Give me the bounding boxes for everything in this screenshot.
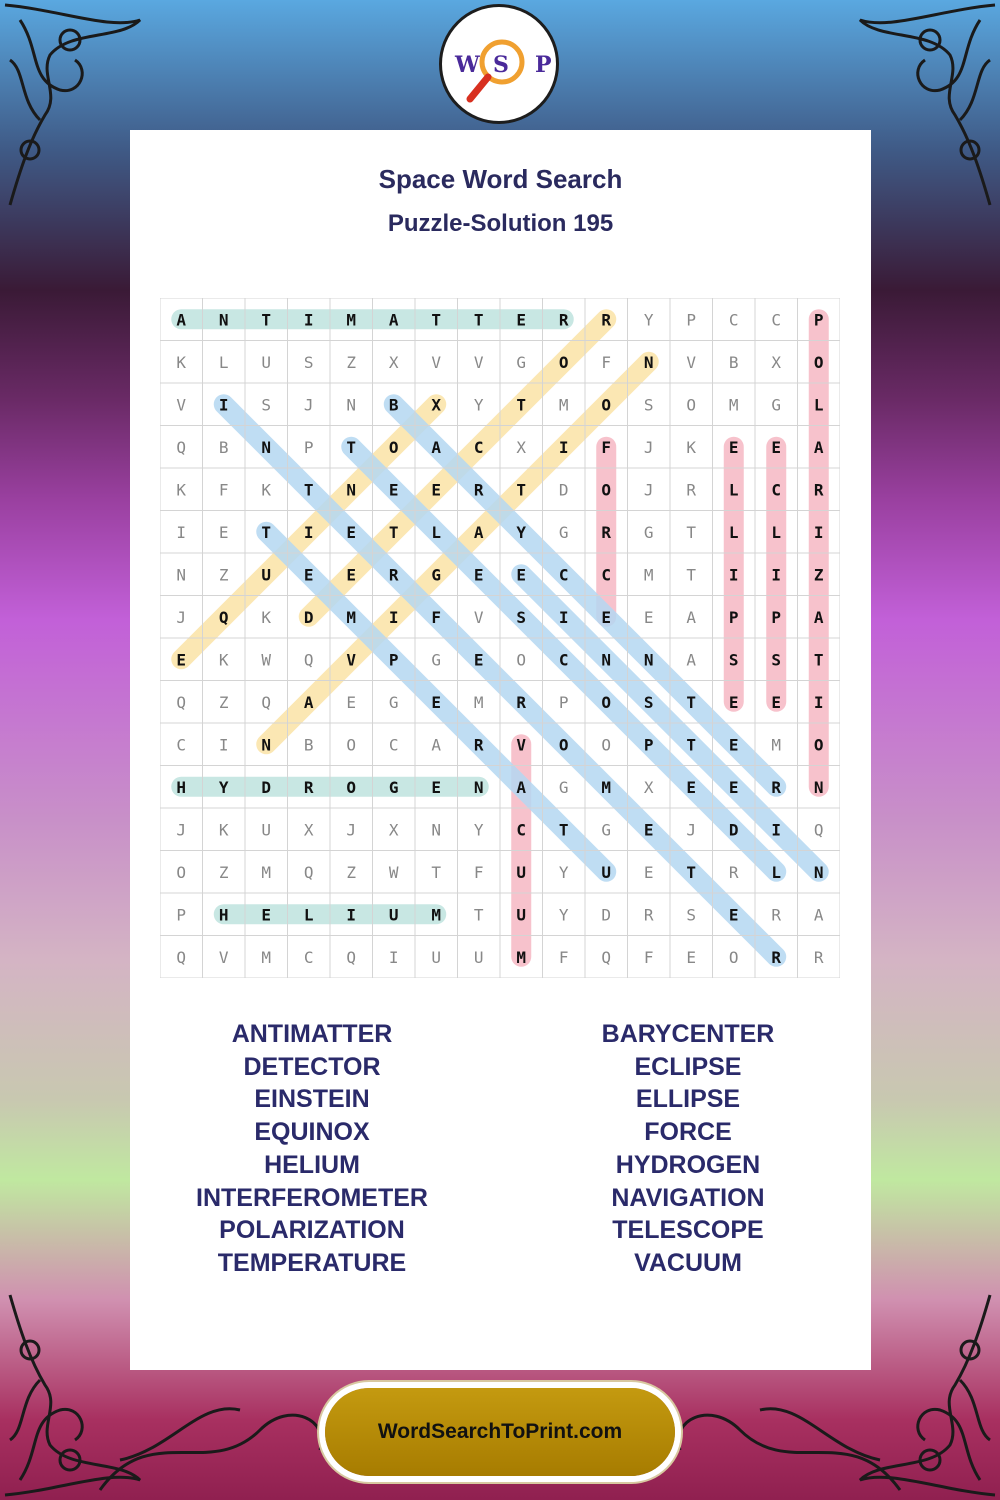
grid-cell-letter: U <box>601 862 612 882</box>
grid-cell-letter: I <box>388 947 399 967</box>
grid-cell-letter: Q <box>303 650 314 670</box>
grid-cell-letter: K <box>261 480 272 500</box>
grid-cell-letter: L <box>728 522 739 542</box>
grid-cell-letter: O <box>601 692 612 712</box>
logo-letter-s: S <box>493 52 509 78</box>
grid-cell-letter: A <box>516 777 527 797</box>
grid-cell-letter: N <box>176 565 187 585</box>
word-search-grid <box>160 298 840 978</box>
grid-cell-letter: N <box>643 352 654 372</box>
grid-cell-letter: O <box>813 735 824 755</box>
word-item: EINSTEIN <box>254 1085 370 1114</box>
grid-cell-letter: Q <box>601 947 612 967</box>
grid-cell-letter: P <box>771 607 782 627</box>
grid-cell-letter: X <box>388 352 399 372</box>
grid-cell-letter: U <box>261 352 272 372</box>
word-item: ECLIPSE <box>634 1052 742 1081</box>
grid-cell-letter: I <box>218 735 229 755</box>
grid-cell-letter: S <box>261 395 272 415</box>
grid-cell-letter: T <box>473 905 484 925</box>
grid-cell-letter: N <box>346 480 357 500</box>
grid-cell-letter: A <box>813 905 824 925</box>
grid-cell-letter: A <box>431 735 442 755</box>
grid-cell-letter: E <box>686 777 697 797</box>
grid-cell-letter: E <box>728 905 739 925</box>
grid-cell-letter: T <box>516 395 527 415</box>
grid-cell-letter: N <box>261 735 272 755</box>
grid-cell-letter: Q <box>303 862 314 882</box>
word-item: BARYCENTER <box>601 1020 775 1048</box>
grid-cell-letter: Q <box>218 607 229 627</box>
word-item: HELIUM <box>264 1150 360 1179</box>
word-item: DETECTOR <box>243 1052 381 1081</box>
grid-cell-letter: O <box>601 395 612 415</box>
grid-cell-letter: E <box>303 565 314 585</box>
grid-cell-letter: Y <box>643 310 654 330</box>
grid-cell-letter: T <box>686 735 697 755</box>
grid-cell-letter: L <box>303 905 314 925</box>
grid-cell-letter: P <box>558 692 569 712</box>
word-item: FORCE <box>644 1118 732 1147</box>
grid-cell-letter: U <box>473 947 484 967</box>
grid-cell-letter: E <box>346 565 357 585</box>
grid-cell-letter: T <box>473 310 484 330</box>
grid-cell-letter: E <box>388 480 399 500</box>
grid-cell-letter: I <box>813 692 824 712</box>
grid-cell-letter: S <box>728 650 739 670</box>
grid-cell-letter: E <box>728 692 739 712</box>
grid-cell-letter: O <box>346 777 357 797</box>
grid-cell-letter: R <box>473 735 484 755</box>
grid-cell-letter: K <box>176 480 187 500</box>
grid-cell-letter: E <box>771 437 782 457</box>
grid-cell-letter: T <box>346 437 357 457</box>
corner-ornament-top-right <box>850 0 1000 210</box>
grid-cell-letter: N <box>218 310 229 330</box>
grid-cell-letter: Y <box>558 862 569 882</box>
grid-cell-letter: C <box>728 310 739 330</box>
grid-cell-letter: M <box>601 777 612 797</box>
grid-cell-letter: O <box>558 735 569 755</box>
grid-cell-letter: C <box>771 310 782 330</box>
grid-cell-letter: I <box>813 522 824 542</box>
grid-cell-letter: R <box>558 310 569 330</box>
grid-cell-letter: C <box>601 565 612 585</box>
grid-cell-letter: E <box>516 565 527 585</box>
grid-cell-letter: M <box>346 310 357 330</box>
grid-cell-letter: H <box>176 777 187 797</box>
grid-cell-letter: N <box>813 777 824 797</box>
grid-cell-letter: P <box>686 310 697 330</box>
corner-ornament-top-left <box>0 0 150 210</box>
grid-cell-letter: H <box>218 905 229 925</box>
grid-cell-letter: G <box>558 522 569 542</box>
site-link-button[interactable]: WordSearchToPrint.com <box>325 1388 675 1476</box>
grid-cell-letter: R <box>813 480 824 500</box>
grid-cell-letter: O <box>346 735 357 755</box>
grid-cell-letter: R <box>771 905 782 925</box>
grid-cell-letter: L <box>771 862 782 882</box>
grid-cell-letter: R <box>473 480 484 500</box>
grid-cell-letter: N <box>431 820 442 840</box>
grid-cell-letter: I <box>771 820 782 840</box>
grid-cell-letter: A <box>473 522 484 542</box>
grid-cell-letter: G <box>388 692 399 712</box>
grid-cell-letter: C <box>388 735 399 755</box>
grid-cell-letter: X <box>771 352 782 372</box>
grid-cell-letter: Z <box>813 565 824 585</box>
grid-cell-letter: O <box>728 947 739 967</box>
grid-cell-letter: L <box>813 395 824 415</box>
grid-cell-letter: M <box>261 947 272 967</box>
grid-cell-letter: T <box>388 522 399 542</box>
grid-cell-letter: E <box>516 310 527 330</box>
grid-cell-letter: O <box>516 650 527 670</box>
grid-cell-letter: U <box>261 820 272 840</box>
grid-cell-letter: Q <box>261 692 272 712</box>
grid-cell-letter: M <box>431 905 442 925</box>
grid-cell-letter: Y <box>473 820 484 840</box>
grid-cell-letter: F <box>643 947 654 967</box>
grid-cell-letter: S <box>643 692 654 712</box>
grid-cell-letter: P <box>813 310 824 330</box>
grid-cell-letter: E <box>643 862 654 882</box>
grid-cell-letter: T <box>261 310 272 330</box>
grid-cell-letter: V <box>176 395 187 415</box>
grid-cell-letter: E <box>601 607 612 627</box>
grid-cell-letter: Q <box>813 820 824 840</box>
grid-cell-letter: R <box>813 947 824 967</box>
grid-cell-letter: U <box>516 905 527 925</box>
grid-cell-letter: R <box>643 905 654 925</box>
grid-cell-letter: L <box>218 352 229 372</box>
grid-cell-letter: X <box>303 820 314 840</box>
word-item: INTERFEROMETER <box>196 1183 428 1212</box>
grid-cell-letter: K <box>176 352 187 372</box>
grid-cell-letter: R <box>601 310 612 330</box>
logo-letter-p: P <box>535 52 552 78</box>
grid-cell-letter: C <box>473 437 484 457</box>
grid-cell-letter: F <box>558 947 569 967</box>
grid-cell-letter: T <box>686 692 697 712</box>
grid-cell-letter: V <box>346 650 357 670</box>
grid-cell-letter: E <box>431 480 442 500</box>
grid-cell-letter: E <box>431 777 442 797</box>
grid-cell-letter: E <box>728 437 739 457</box>
word-item: TEMPERATURE <box>217 1248 407 1277</box>
grid-cell-letter: P <box>303 437 314 457</box>
grid-cell-letter: I <box>728 565 739 585</box>
grid-cell-letter: Y <box>218 777 229 797</box>
grid-cell-letter: I <box>558 437 569 457</box>
grid-cell-letter: J <box>643 480 654 500</box>
grid-cell-letter: P <box>643 735 654 755</box>
grid-cell-letter: X <box>516 437 527 457</box>
grid-cell-letter: L <box>728 480 739 500</box>
grid-cell-letter: M <box>346 607 357 627</box>
grid-cell-letter: I <box>558 607 569 627</box>
grid-cell-letter: O <box>176 862 187 882</box>
grid-cell-letter: E <box>728 777 739 797</box>
page-subtitle: Puzzle-Solution 195 <box>387 210 614 237</box>
grid-cell-letter: G <box>388 777 399 797</box>
grid-cell-letter: P <box>388 650 399 670</box>
grid-cell-letter: V <box>516 735 527 755</box>
grid-cell-letter: E <box>218 522 229 542</box>
grid-cell-letter: B <box>728 352 739 372</box>
word-list-right <box>518 1018 858 1280</box>
grid-cell-letter: N <box>346 395 357 415</box>
grid-cell-letter: I <box>388 607 399 627</box>
grid-cell-letter: B <box>218 437 229 457</box>
grid-cell-letter: C <box>516 820 527 840</box>
grid-cell-letter: O <box>601 480 612 500</box>
grid-cell-letter: R <box>771 947 782 967</box>
grid-cell-letter: K <box>261 607 272 627</box>
grid-cell-letter: O <box>813 352 824 372</box>
word-item: EQUINOX <box>254 1118 370 1147</box>
grid-cell-letter: A <box>813 437 824 457</box>
grid-cell-letter: P <box>728 607 739 627</box>
grid-cell-letter: C <box>558 565 569 585</box>
grid-cell-letter: N <box>643 650 654 670</box>
grid-cell-letter: G <box>516 352 527 372</box>
grid-cell-letter: G <box>643 522 654 542</box>
grid-cell-letter: J <box>176 607 187 627</box>
grid-cell-letter: R <box>303 777 314 797</box>
grid-cell-letter: M <box>771 735 782 755</box>
grid-cell-letter: K <box>218 650 229 670</box>
grid-cell-letter: R <box>388 565 399 585</box>
grid-cell-letter: Z <box>218 692 229 712</box>
grid-cell-letter: J <box>346 820 357 840</box>
grid-cell-letter: T <box>813 650 824 670</box>
grid-cell-letter: A <box>388 310 399 330</box>
grid-cell-letter: M <box>516 947 527 967</box>
grid-cell-letter: O <box>601 735 612 755</box>
grid-cell-letter: I <box>303 310 314 330</box>
grid-cell-letter: B <box>303 735 314 755</box>
grid-cell-letter: G <box>601 820 612 840</box>
grid-cell-letter: U <box>431 947 442 967</box>
grid-cell-letter: N <box>601 650 612 670</box>
grid-cell-letter: V <box>473 352 484 372</box>
grid-cell-letter: Q <box>176 947 187 967</box>
grid-cell-letter: I <box>303 522 314 542</box>
grid-cell-letter: X <box>431 395 442 415</box>
grid-cell-letter: A <box>431 437 442 457</box>
grid-cell-letter: U <box>516 862 527 882</box>
grid-cell-letter: S <box>303 352 314 372</box>
grid-cell-letter: Q <box>176 437 187 457</box>
grid-cell-letter: D <box>261 777 272 797</box>
grid-cell-letter: Y <box>516 522 527 542</box>
grid-cell-letter: E <box>346 692 357 712</box>
grid-cell-letter: K <box>686 437 697 457</box>
grid-cell-letter: M <box>261 862 272 882</box>
word-item: NAVIGATION <box>611 1183 765 1212</box>
grid-cell-letter: R <box>686 480 697 500</box>
grid-cell-letter: A <box>303 692 314 712</box>
grid-cell-letter: W <box>261 650 272 670</box>
grid-cell-letter: G <box>431 650 442 670</box>
grid-cell-letter: E <box>643 820 654 840</box>
grid-cell-letter: V <box>686 352 697 372</box>
grid-cell-letter: A <box>176 310 187 330</box>
grid-cell-letter: T <box>431 862 442 882</box>
grid-cell-letter: Y <box>558 905 569 925</box>
grid-cell-letter: U <box>388 905 399 925</box>
grid-cell-letter: L <box>771 522 782 542</box>
word-item: ANTIMATTER <box>231 1020 393 1048</box>
grid-cell-letter: A <box>813 607 824 627</box>
word-item: HYDROGEN <box>615 1150 761 1179</box>
grid-cell-letter: J <box>303 395 314 415</box>
word-item: ELLIPSE <box>635 1085 741 1114</box>
grid-cell-letter: R <box>601 522 612 542</box>
grid-cell-letter: N <box>813 862 824 882</box>
grid-cell-letter: I <box>176 522 187 542</box>
grid-cell-letter: Z <box>218 565 229 585</box>
grid-cell-letter: E <box>473 565 484 585</box>
grid-cell-letter: L <box>431 522 442 542</box>
grid-cell-letter: R <box>771 777 782 797</box>
grid-cell-letter: J <box>176 820 187 840</box>
grid-cell-letter: T <box>431 310 442 330</box>
grid-cell-letter: P <box>176 905 187 925</box>
grid-cell-letter: W <box>388 862 399 882</box>
grid-cell-letter: C <box>176 735 187 755</box>
grid-cell-letter: O <box>686 395 697 415</box>
word-item: TELESCOPE <box>612 1216 764 1245</box>
grid-cell-letter: N <box>261 437 272 457</box>
grid-cell-letter: S <box>643 395 654 415</box>
grid-cell-letter: T <box>686 565 697 585</box>
grid-cell-letter: M <box>643 565 654 585</box>
grid-cell-letter: M <box>473 692 484 712</box>
wsp-logo <box>439 4 559 124</box>
word-item: POLARIZATION <box>219 1216 405 1245</box>
grid-cell-letter: A <box>686 607 697 627</box>
grid-cell-letter: E <box>473 650 484 670</box>
grid-cell-letter: T <box>686 862 697 882</box>
grid-cell-letter: V <box>431 352 442 372</box>
grid-cell-letter: R <box>728 862 739 882</box>
grid-cell-letter: I <box>346 905 357 925</box>
grid-cell-letter: F <box>473 862 484 882</box>
word-list-left <box>142 1018 482 1280</box>
grid-cell-letter: T <box>686 522 697 542</box>
grid-cell-letter: B <box>388 395 399 415</box>
grid-cell-letter: E <box>261 905 272 925</box>
grid-cell-letter: D <box>601 905 612 925</box>
grid-cell-letter: N <box>473 777 484 797</box>
page-title: Space Word Search <box>378 164 623 194</box>
grid-cell-letter: I <box>771 565 782 585</box>
grid-cell-letter: F <box>218 480 229 500</box>
grid-cell-letter: Q <box>346 947 357 967</box>
grid-cell-letter: D <box>558 480 569 500</box>
grid-cell-letter: X <box>388 820 399 840</box>
grid-cell-letter: S <box>516 607 527 627</box>
grid-cell-letter: A <box>686 650 697 670</box>
grid-cell-letter: F <box>601 437 612 457</box>
grid-cell-letter: C <box>558 650 569 670</box>
grid-cell-letter: E <box>176 650 187 670</box>
grid-cell-letter: S <box>771 650 782 670</box>
grid-cell-letter: Q <box>176 692 187 712</box>
grid-cell-letter: E <box>643 607 654 627</box>
grid-cell-letter: R <box>516 692 527 712</box>
grid-cell-letter: J <box>686 820 697 840</box>
grid-cell-letter: T <box>261 522 272 542</box>
grid-cell-letter: G <box>771 395 782 415</box>
grid-cell-letter: U <box>261 565 272 585</box>
grid-cell-letter: T <box>303 480 314 500</box>
grid-cell-letter: V <box>473 607 484 627</box>
grid-canvas <box>160 298 840 978</box>
grid-cell-letter: O <box>558 352 569 372</box>
grid-cell-letter: I <box>218 395 229 415</box>
grid-cell-letter: G <box>431 565 442 585</box>
grid-cell-letter: T <box>558 820 569 840</box>
grid-cell-letter: Z <box>346 352 357 372</box>
grid-cell-letter: F <box>601 352 612 372</box>
grid-cell-letter: E <box>431 692 442 712</box>
grid-cell-letter: S <box>686 905 697 925</box>
grid-cell-letter: F <box>431 607 442 627</box>
grid-cell-letter: D <box>303 607 314 627</box>
grid-cell-letter: V <box>218 947 229 967</box>
grid-cell-letter: Z <box>346 862 357 882</box>
word-item: VACUUM <box>634 1248 742 1277</box>
grid-cell-letter: D <box>728 820 739 840</box>
grid-cell-letter: Y <box>473 395 484 415</box>
grid-cell-letter: C <box>303 947 314 967</box>
grid-cell-letter: X <box>643 777 654 797</box>
grid-cell-letter: J <box>643 437 654 457</box>
grid-cell-letter: Z <box>218 862 229 882</box>
grid-cell-letter: E <box>686 947 697 967</box>
grid-cell-letter: E <box>771 692 782 712</box>
grid-cell-letter: G <box>558 777 569 797</box>
grid-cell-letter: O <box>388 437 399 457</box>
grid-cell-letter: M <box>728 395 739 415</box>
grid-cell-letter: E <box>346 522 357 542</box>
grid-cell-letter: E <box>728 735 739 755</box>
grid-cell-letter: M <box>558 395 569 415</box>
grid-cell-letter: T <box>516 480 527 500</box>
grid-cell-letter: K <box>218 820 229 840</box>
grid-cell-letter: C <box>771 480 782 500</box>
logo-letter-w: W <box>455 52 480 78</box>
